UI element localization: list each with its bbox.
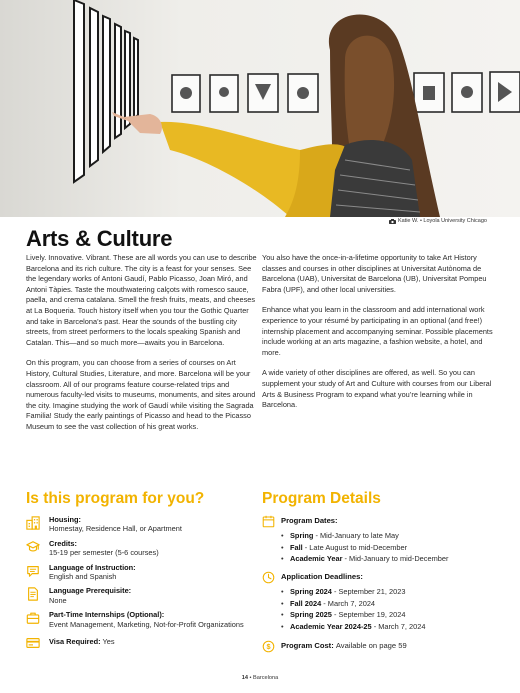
speech-bubble-icon xyxy=(26,564,40,578)
dollar-coin-icon xyxy=(262,640,275,653)
photo-credit xyxy=(389,218,487,224)
date-term: Spring xyxy=(290,531,314,540)
program-cost-title: Program Cost: xyxy=(281,641,334,650)
list-item-text xyxy=(49,586,131,605)
language-instruction-value: English and Spanish xyxy=(49,572,117,582)
intro-paragraph: You also have the once-in-a-lifetime opportunity to take Art History classes and courses in other disciplines at Universitat Autònoma de Barcelona (UAB), Universitat de Barcelona (UB), Universitat Pompeu Fabra (UPF), and other local universities. xyxy=(262,253,487,294)
list-item xyxy=(290,586,502,598)
application-deadlines-title: Application Deadlines: xyxy=(281,572,363,581)
program-cost-block xyxy=(262,640,502,653)
footer-section: • Barcelona xyxy=(247,675,279,681)
program-dates-block xyxy=(262,515,502,565)
list-item xyxy=(290,609,502,621)
program-cost-value: Available on page 59 xyxy=(335,641,407,650)
list-item-text xyxy=(49,563,136,582)
list-item xyxy=(26,563,256,582)
program-dates-list xyxy=(290,530,502,565)
date-range: - Late August to mid-December xyxy=(302,542,408,552)
internships-value: Event Management, Marketing, Not-for-Profit Organizations xyxy=(49,619,244,629)
visa-card-icon xyxy=(26,636,40,650)
list-item xyxy=(290,598,502,610)
visa-value: Yes xyxy=(102,637,115,647)
date-range: - Mid-January to mid-December xyxy=(342,554,449,564)
list-item xyxy=(26,539,256,558)
page-number: 14 xyxy=(241,675,248,681)
photo-credit-text: Katie W. • Loyola University Chicago xyxy=(397,218,487,224)
list-item-text xyxy=(49,610,244,629)
list-item-text xyxy=(49,637,115,646)
intro-paragraph: A wide variety of other disciplines are offered, as well. So you can supplement your study of Art and Culture with courses from our Liberal Arts & Business Program to expand what you’re learning while in Barcelona. xyxy=(262,368,492,410)
list-item xyxy=(290,621,502,633)
list-item-text xyxy=(49,539,159,558)
deadline-term: Academic Year 2024-25 xyxy=(290,622,372,632)
list-item xyxy=(290,542,502,554)
list-item xyxy=(290,530,502,542)
deadline-date: - September 19, 2024 xyxy=(331,610,406,620)
language-prerequisite-label: Language Prerequisite: xyxy=(49,586,132,596)
deadline-date: - March 7, 2024 xyxy=(321,598,376,608)
deadline-term: Spring 2025 xyxy=(290,610,332,620)
credits-value: 15-19 per semester (5-6 courses) xyxy=(49,548,159,558)
document-icon xyxy=(26,587,40,601)
internships-label: Part-Time Internships (Optional): xyxy=(49,610,165,620)
building-icon xyxy=(26,516,40,530)
deadline-term: Spring 2024 xyxy=(290,587,332,596)
page-title: Arts & Culture xyxy=(26,226,173,251)
language-instruction-label: Language of Instruction: xyxy=(49,562,136,572)
housing-label: Housing: xyxy=(49,515,82,524)
list-item xyxy=(26,586,256,605)
clock-icon xyxy=(262,571,275,584)
program-cost-line xyxy=(281,640,407,651)
date-term: Academic Year xyxy=(290,554,343,564)
intro-paragraph: Lively. Innovative. Vibrant. These are all words you can use to describe Barcelona and its rich culture. The city is a feast for your senses. See the legendary works of Antoni Gaudí, Pablo Picasso, Joan Miró, and Antoni Tàpies. Taste the mouthwatering calçots with romesco sauce, paella, and crema catalana. Smell the fresh fruits, meats, and cheeses at La Boqueria. Touch history itself when you tour the Gothic Quarter and take in Barcelona’s past. Hear the sounds of the bustling city streets, from street performers to the locals speaking Spanish and Catalan. This—and so much more—awaits you in Barcelona. xyxy=(26,253,257,347)
list-item xyxy=(26,635,256,650)
intro-paragraph: Enhance what you learn in the classroom and add international work experience to your résumé by participating in an optional (and free!) internship placement and accompanying seminar. Possible placements include working at an arts magazine, a fashion website, a hotel, and more. xyxy=(262,305,493,357)
hero-photo xyxy=(0,0,520,217)
visa-label: Visa Required: xyxy=(49,637,101,647)
list-item xyxy=(290,553,502,565)
date-term: Fall xyxy=(290,542,303,552)
gallery-photo-illustration xyxy=(0,0,520,217)
graduation-cap-icon xyxy=(26,540,40,554)
list-item-text xyxy=(49,515,182,534)
list-item xyxy=(26,610,256,629)
deadline-date: - September 21, 2023 xyxy=(331,587,406,596)
list-item xyxy=(26,515,256,534)
program-details-heading: Program Details xyxy=(262,490,381,507)
application-deadlines-block xyxy=(262,571,502,633)
svg-text:$: $ xyxy=(266,642,271,652)
housing-value: Homestay, Residence Hall, or Apartment xyxy=(49,524,182,534)
deadline-date: - March 7, 2024 xyxy=(371,622,426,632)
briefcase-icon xyxy=(26,611,40,625)
program-dates-title: Program Dates: xyxy=(281,516,338,525)
program-dates-row xyxy=(262,515,502,528)
page-footer xyxy=(0,675,520,681)
deadline-term: Fall 2024 xyxy=(290,598,322,608)
intro-right-column xyxy=(262,253,494,421)
language-prerequisite-value: None xyxy=(49,595,67,605)
intro-left-column xyxy=(26,253,258,443)
intro-paragraph: On this program, you can choose from a series of courses on Art History, Cultural Studies, Literature, and more. Barcelona will be your classroom. All of our programs feature course-related trips and numerous faculty-led visits to museums, monuments, and sites around the city. Imagine studying the work of Gaudí while visiting the Sagrada Familia! Study the early paintings of Picasso and head to the Picasso Museum to see the vast collection of his great works. xyxy=(26,358,256,431)
credits-label: Credits: xyxy=(49,538,77,548)
application-deadlines-row xyxy=(262,571,502,584)
calendar-icon xyxy=(262,515,275,528)
program-for-you-list xyxy=(26,515,256,650)
date-range: - Mid-January to late May xyxy=(313,531,399,540)
application-deadlines-list xyxy=(290,586,502,633)
camera-icon xyxy=(389,219,396,224)
program-cost-row xyxy=(262,640,502,653)
program-for-you-heading: Is this program for you? xyxy=(26,490,205,507)
